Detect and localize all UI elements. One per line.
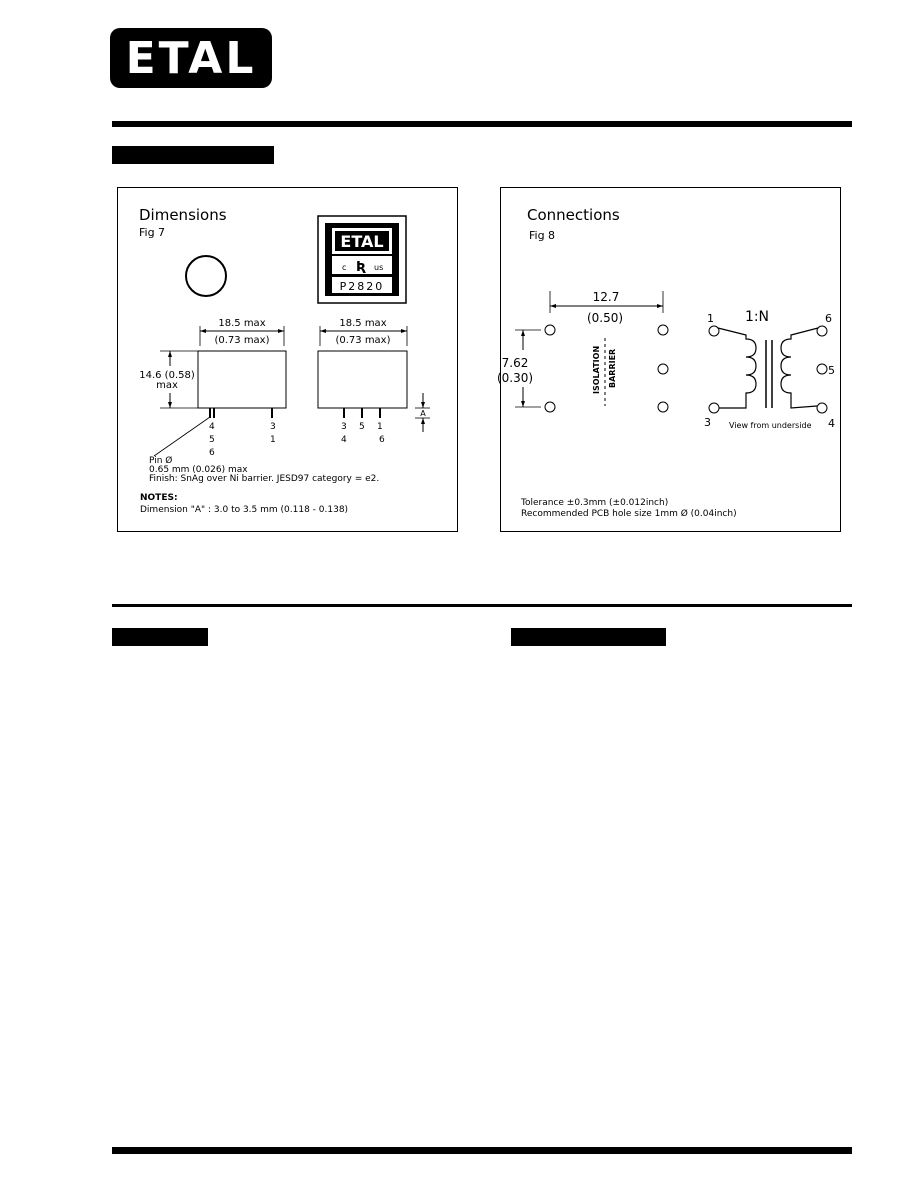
barrier-label: BARRIER (608, 348, 617, 388)
notes-title: NOTES: (140, 493, 178, 503)
pin-label-r1: 1 (377, 422, 383, 432)
tx-pad-1 (709, 326, 719, 336)
spacing-arrow-right (657, 304, 663, 308)
dim-width2-mm: 18.5 max (339, 318, 387, 329)
connections-title: Connections (527, 206, 620, 224)
label-brand-text: ETAL (340, 232, 384, 251)
dimensions-title: Dimensions (139, 206, 227, 224)
label-cert-c: c (342, 263, 347, 272)
arrow-up (168, 351, 172, 357)
component-body-side (318, 351, 407, 408)
hole-right-middle (658, 364, 668, 374)
hole-left-bottom (545, 402, 555, 412)
pin-label-1: 1 (270, 435, 276, 445)
pin-line-3: Finish: SnAg over Ni barrier. JESD97 category = e2. (149, 474, 380, 484)
arrow-right (278, 329, 284, 333)
tx-pad-3 (709, 403, 719, 413)
hole-size-note: Recommended PCB hole size 1mm Ø (0.04inch) (521, 509, 737, 519)
primary-winding (718, 328, 756, 408)
pin-label-4: 4 (209, 422, 215, 432)
tx-pin-4: 4 (828, 417, 835, 430)
section-tab-right (511, 628, 666, 646)
connections-panel (496, 187, 841, 532)
tx-pad-6 (817, 326, 827, 336)
section-tab-top (112, 146, 274, 164)
notes-text: Dimension "A" : 3.0 to 3.5 mm (0.118 - 0.138) (140, 505, 349, 515)
label-cert-us: us (374, 263, 384, 272)
arrow-left (200, 329, 206, 333)
pin-leader-line (154, 417, 210, 456)
pitch-mm: 7.62 (501, 356, 529, 370)
pin-label-r6: 6 (379, 435, 385, 445)
pin-label-r4: 4 (341, 435, 347, 445)
etal-logo (110, 28, 272, 88)
pin-line-2: 0.65 mm (0.026) max (149, 465, 248, 475)
pin-label-r5: 5 (359, 422, 365, 432)
tx-pin-6: 6 (825, 312, 832, 325)
label-part-number: P2820 (339, 280, 385, 293)
hole-right-bottom (658, 402, 668, 412)
spacing-in: (0.50) (586, 311, 624, 325)
dim-a-label: A (420, 409, 426, 418)
pin-label-r3: 3 (341, 422, 347, 432)
connections-drawing (496, 188, 840, 531)
pin-label-6: 6 (209, 448, 215, 458)
fig8-label: Fig 8 (529, 229, 556, 242)
spacing-arrow-left (550, 304, 556, 308)
tx-pin-1: 1 (707, 312, 714, 325)
pin-label-5: 5 (209, 435, 215, 445)
isolation-label: ISOLATION (592, 345, 601, 394)
dim-width-mm: 18.5 max (218, 318, 266, 329)
dim-width2-in: (0.73 max) (335, 335, 391, 346)
hole-right-top (658, 325, 668, 335)
arrow-down (168, 402, 172, 408)
pitch-arrow-down (521, 401, 525, 407)
tx-pad-4 (817, 403, 827, 413)
arrow2-left (320, 329, 326, 333)
arrow-a-up (421, 418, 425, 424)
pin1-marker-circle (186, 256, 226, 296)
tolerance-note: Tolerance ±0.3mm (±0.012inch) (521, 498, 669, 508)
dimensions-drawing (118, 188, 457, 531)
dimensions-panel (117, 187, 458, 532)
dim-height-b: max (156, 380, 178, 391)
footer-rule (112, 1147, 852, 1154)
pitch-in: (0.30) (496, 371, 534, 385)
tx-pin-5: 5 (828, 364, 835, 377)
dim-width-in: (0.73 max) (214, 335, 270, 346)
logo-text: ETAL (125, 32, 257, 84)
tx-pin-3: 3 (704, 416, 711, 429)
arrow-a-down (421, 402, 425, 408)
turns-ratio: 1:N (744, 309, 770, 325)
component-body-front (198, 351, 286, 408)
dim-height-a: 14.6 (0.58) (139, 370, 195, 381)
ul-mark-icon: Ʀ (355, 260, 367, 275)
middle-rule (112, 604, 852, 607)
fig7-label: Fig 7 (139, 226, 166, 239)
tx-pad-5 (817, 364, 827, 374)
hole-left-top (545, 325, 555, 335)
secondary-winding (781, 328, 818, 408)
header-rule (112, 121, 852, 127)
spacing-mm: 12.7 (592, 290, 620, 304)
view-note: View from underside (729, 421, 812, 430)
pin-line-1: Pin Ø (149, 456, 173, 466)
section-tab-left (112, 628, 208, 646)
arrow2-right (401, 329, 407, 333)
pin-label-3: 3 (270, 422, 276, 432)
pitch-arrow-up (521, 330, 525, 336)
